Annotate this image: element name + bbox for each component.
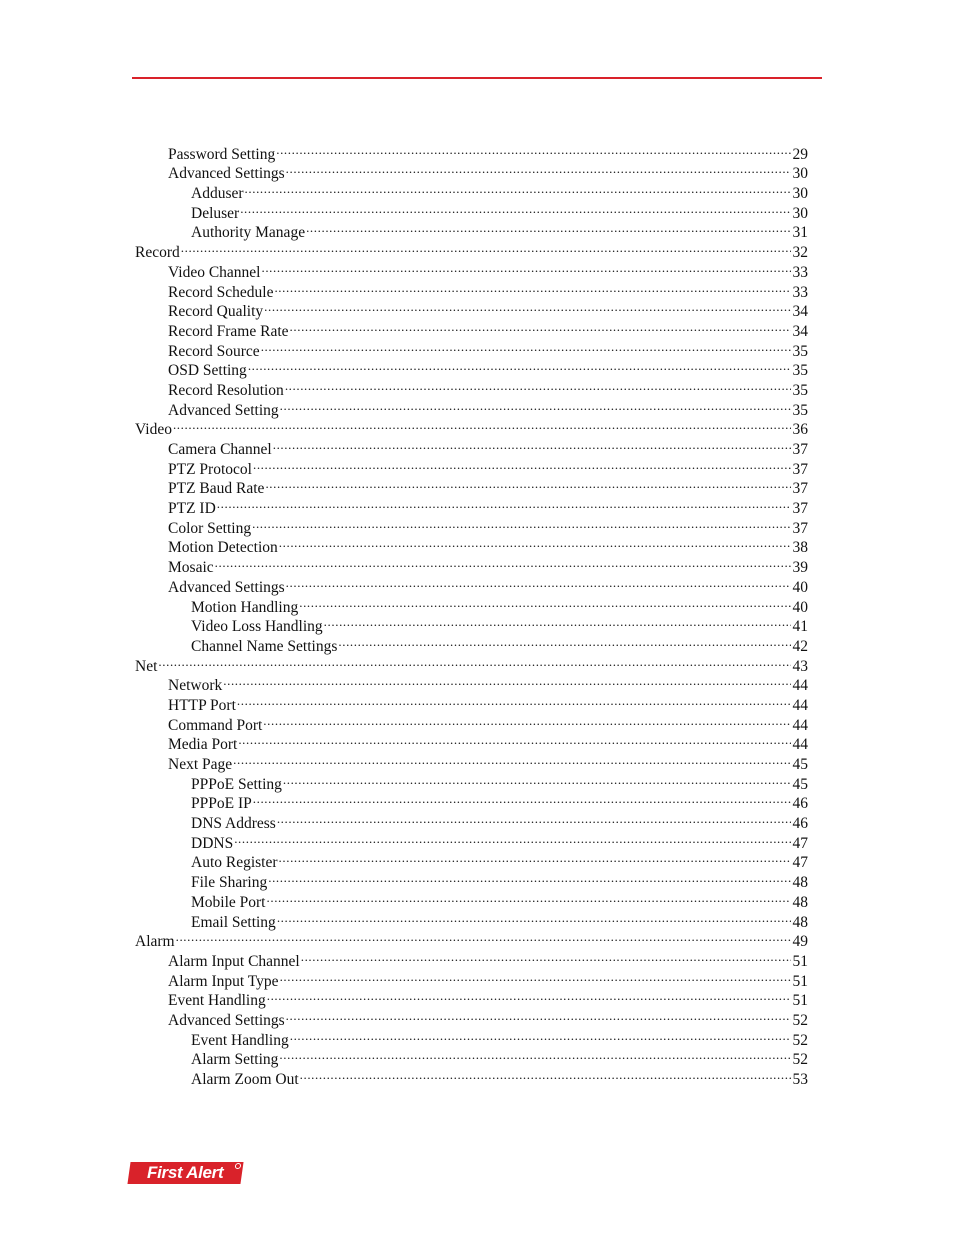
toc-entry-page-number: 37: [792, 460, 808, 478]
toc-entry-page-number: 51: [792, 992, 808, 1010]
toc-entry-page-number: 36: [792, 421, 808, 439]
toc-entry[interactable]: [135, 927, 808, 951]
toc-dot-leader: [252, 513, 790, 533]
toc-dot-leader: [279, 1045, 790, 1065]
toc-entry-label: Network: [168, 677, 223, 695]
toc-entry-page-number: 53: [792, 1071, 808, 1088]
toc-entry-page-number: 40: [792, 598, 808, 616]
toc-entry[interactable]: [135, 257, 808, 281]
toc-entry-page-number: 35: [792, 342, 808, 360]
toc-dot-leader: [280, 395, 791, 415]
toc-dot-leader: [245, 178, 791, 198]
toc-entry-page-number: 44: [792, 716, 808, 734]
toc-entry-page-number: 41: [792, 618, 808, 636]
toc-entry-label: Channel Name Settings: [191, 637, 338, 655]
toc-entry-page-number: 30: [792, 165, 808, 183]
toc-entry-page-number: 29: [792, 145, 808, 163]
toc-entry-label: PTZ ID: [168, 500, 216, 518]
toc-entry-label: Net: [135, 657, 158, 675]
table-of-contents: [135, 139, 808, 1088]
toc-entry-label: DDNS: [191, 834, 234, 852]
toc-entry[interactable]: [135, 769, 808, 793]
toc-dot-leader: [264, 297, 790, 317]
toc-entry-label: Record Frame Rate: [168, 322, 289, 340]
toc-dot-leader: [276, 139, 790, 159]
toc-entry-label: PTZ Baud Rate: [168, 480, 265, 498]
toc-entry-page-number: 33: [792, 263, 808, 281]
toc-dot-leader: [238, 730, 790, 750]
registered-mark-icon: [235, 1163, 242, 1169]
toc-entry-label: Next Page: [168, 756, 233, 773]
toc-entry-page-number: 37: [792, 441, 808, 458]
toc-entry-page-number: 33: [792, 283, 808, 301]
toc-dot-leader: [176, 927, 791, 947]
toc-entry-page-number: 32: [792, 244, 808, 262]
toc-entry-label: Record Resolution: [168, 381, 284, 399]
toc-dot-leader: [324, 612, 791, 632]
toc-entry-label: Adduser: [191, 185, 244, 203]
toc-dot-leader: [267, 986, 791, 1006]
toc-entry-page-number: 48: [792, 913, 808, 931]
toc-dot-leader: [158, 651, 790, 671]
toc-entry-label: Advanced Settings: [168, 578, 285, 596]
toc-dot-leader: [286, 159, 791, 179]
toc-entry[interactable]: [135, 139, 808, 163]
toc-entry[interactable]: [135, 690, 808, 714]
toc-entry-label: Authority Manage: [191, 224, 306, 242]
toc-entry-label: Command Port: [168, 716, 263, 734]
toc-entry-label: Camera Channel: [168, 441, 272, 458]
toc-entry-label: Video Loss Handling: [191, 618, 323, 636]
toc-entry-page-number: 35: [792, 362, 808, 380]
toc-entry-page-number: 47: [792, 854, 808, 872]
toc-entry-page-number: 45: [792, 775, 808, 793]
toc-entry-label: PPPoE IP: [191, 795, 252, 813]
toc-entry[interactable]: [135, 749, 808, 773]
toc-dot-leader: [253, 789, 791, 809]
toc-entry-label: Password Setting: [168, 145, 276, 163]
toc-entry-label: Record Quality: [168, 303, 264, 321]
toc-entry-page-number: 37: [792, 519, 808, 537]
toc-dot-leader: [277, 907, 791, 927]
toc-dot-leader: [223, 671, 790, 691]
toc-entry[interactable]: [135, 828, 808, 852]
toc-entry-page-number: 51: [792, 952, 808, 970]
toc-entry-page-number: 34: [792, 322, 808, 340]
toc-entry[interactable]: [135, 946, 808, 970]
toc-dot-leader: [217, 493, 791, 513]
toc-entry-label: Mosaic: [168, 559, 214, 577]
toc-entry-label: Alarm Setting: [191, 1051, 279, 1069]
toc-entry-page-number: 42: [792, 637, 808, 655]
toc-entry-page-number: 34: [792, 303, 808, 321]
logo-text: First Alert: [147, 1163, 224, 1182]
toc-entry-label: Color Setting: [168, 519, 252, 537]
toc-dot-leader: [215, 552, 791, 572]
toc-entry[interactable]: [135, 572, 808, 596]
toc-entry-label: Advanced Setting: [168, 401, 279, 419]
toc-dot-leader: [253, 454, 791, 474]
toc-entry-page-number: 39: [792, 559, 808, 577]
toc-entry[interactable]: [135, 671, 808, 695]
toc-entry-label: Event Handling: [168, 992, 266, 1010]
toc-entry-label: PTZ Protocol: [168, 460, 252, 478]
toc-dot-leader: [279, 533, 791, 553]
toc-entry-label: Video: [135, 421, 172, 439]
toc-entry-label: Record: [135, 244, 180, 262]
toc-entry-page-number: 48: [792, 874, 808, 892]
toc-dot-leader: [301, 946, 791, 966]
toc-entry-label: OSD Setting: [168, 362, 247, 380]
toc-entry-label: Alarm Zoom Out: [191, 1071, 299, 1088]
toc-dot-leader: [265, 474, 790, 494]
toc-entry[interactable]: [135, 651, 808, 675]
toc-dot-leader: [286, 572, 791, 592]
header-rule: [132, 77, 822, 79]
toc-entry-page-number: 46: [792, 795, 808, 813]
toc-entry-page-number: 30: [792, 204, 808, 222]
toc-dot-leader: [338, 631, 790, 651]
toc-dot-leader: [273, 434, 791, 454]
toc-entry-label: PPPoE Setting: [191, 775, 282, 793]
toc-entry[interactable]: [135, 552, 808, 577]
toc-entry-label: Mobile Port: [191, 893, 266, 911]
toc-entry[interactable]: [135, 848, 808, 872]
toc-dot-leader: [181, 237, 791, 257]
toc-entry[interactable]: [135, 513, 808, 537]
toc-entry-label: Media Port: [168, 736, 238, 754]
toc-dot-leader: [283, 769, 791, 789]
toc-dot-leader: [173, 415, 791, 435]
toc-entry-label: Alarm Input Channel: [168, 952, 300, 970]
toc-dot-leader: [274, 277, 790, 297]
toc-entry-page-number: 48: [792, 893, 808, 911]
toc-entry-page-number: 52: [792, 1011, 808, 1029]
toc-dot-leader: [268, 867, 790, 887]
toc-dot-leader: [261, 257, 790, 277]
toc-entry-label: Deluser: [191, 204, 240, 222]
toc-entry[interactable]: [135, 493, 808, 518]
toc-entry-label: HTTP Port: [168, 696, 236, 714]
toc-entry-page-number: 52: [792, 1051, 808, 1069]
toc-dot-leader: [280, 966, 791, 986]
toc-entry-page-number: 49: [792, 933, 808, 951]
toc-dot-leader: [290, 1025, 791, 1045]
toc-dot-leader: [240, 198, 790, 218]
toc-entry-label: Auto Register: [191, 854, 278, 872]
toc-entry[interactable]: [135, 237, 808, 262]
toc-entry-label: Alarm: [135, 933, 175, 951]
toc-dot-leader: [299, 592, 790, 612]
toc-entry-label: File Sharing: [191, 874, 268, 892]
toc-dot-leader: [306, 218, 790, 238]
toc-dot-leader: [263, 710, 790, 730]
toc-entry-page-number: 37: [792, 500, 808, 518]
toc-dot-leader: [233, 749, 790, 769]
toc-dot-leader: [277, 808, 791, 828]
toc-entry-page-number: 51: [792, 972, 808, 990]
toc-dot-leader: [267, 887, 791, 907]
toc-entry-label: Record Source: [168, 342, 260, 360]
toc-dot-leader: [286, 1005, 791, 1025]
toc-entry-page-number: 44: [792, 677, 808, 695]
toc-entry-page-number: 43: [792, 657, 808, 675]
toc-dot-leader: [290, 316, 791, 336]
toc-entry-page-number: 38: [792, 539, 808, 557]
toc-entry-page-number: 31: [792, 224, 808, 242]
toc-dot-leader: [300, 1064, 791, 1084]
toc-entry-page-number: 52: [792, 1031, 808, 1049]
toc-entry-label: Advanced Settings: [168, 1011, 285, 1029]
toc-dot-leader: [285, 375, 791, 395]
toc-entry[interactable]: [135, 434, 808, 458]
toc-dot-leader: [237, 690, 791, 710]
toc-entry-page-number: 40: [792, 578, 808, 596]
toc-entry-label: Advanced Settings: [168, 165, 285, 183]
first-alert-logo: [127, 1162, 243, 1184]
toc-entry-label: Record Schedule: [168, 283, 274, 301]
toc-dot-leader: [248, 356, 791, 376]
toc-entry-page-number: 46: [792, 815, 808, 833]
toc-entry-label: Video Channel: [168, 263, 261, 281]
toc-entry-page-number: 37: [792, 480, 808, 498]
toc-entry-label: Motion Handling: [191, 598, 299, 616]
toc-dot-leader: [261, 336, 791, 356]
toc-entry-label: Email Setting: [191, 913, 276, 931]
toc-entry-page-number: 30: [792, 185, 808, 203]
toc-entry-page-number: 44: [792, 736, 808, 754]
toc-entry-label: DNS Address: [191, 815, 276, 833]
toc-entry-page-number: 47: [792, 834, 808, 852]
toc-dot-leader: [234, 828, 790, 848]
toc-entry-label: Alarm Input Type: [168, 972, 279, 990]
toc-entry-page-number: 44: [792, 696, 808, 714]
toc-dot-leader: [279, 848, 791, 868]
toc-entry-page-number: 35: [792, 401, 808, 419]
toc-entry-page-number: 45: [792, 756, 808, 773]
toc-entry-page-number: 35: [792, 381, 808, 399]
toc-entry[interactable]: [135, 415, 808, 439]
toc-entry-label: Motion Detection: [168, 539, 278, 557]
toc-entry-label: Event Handling: [191, 1031, 289, 1049]
